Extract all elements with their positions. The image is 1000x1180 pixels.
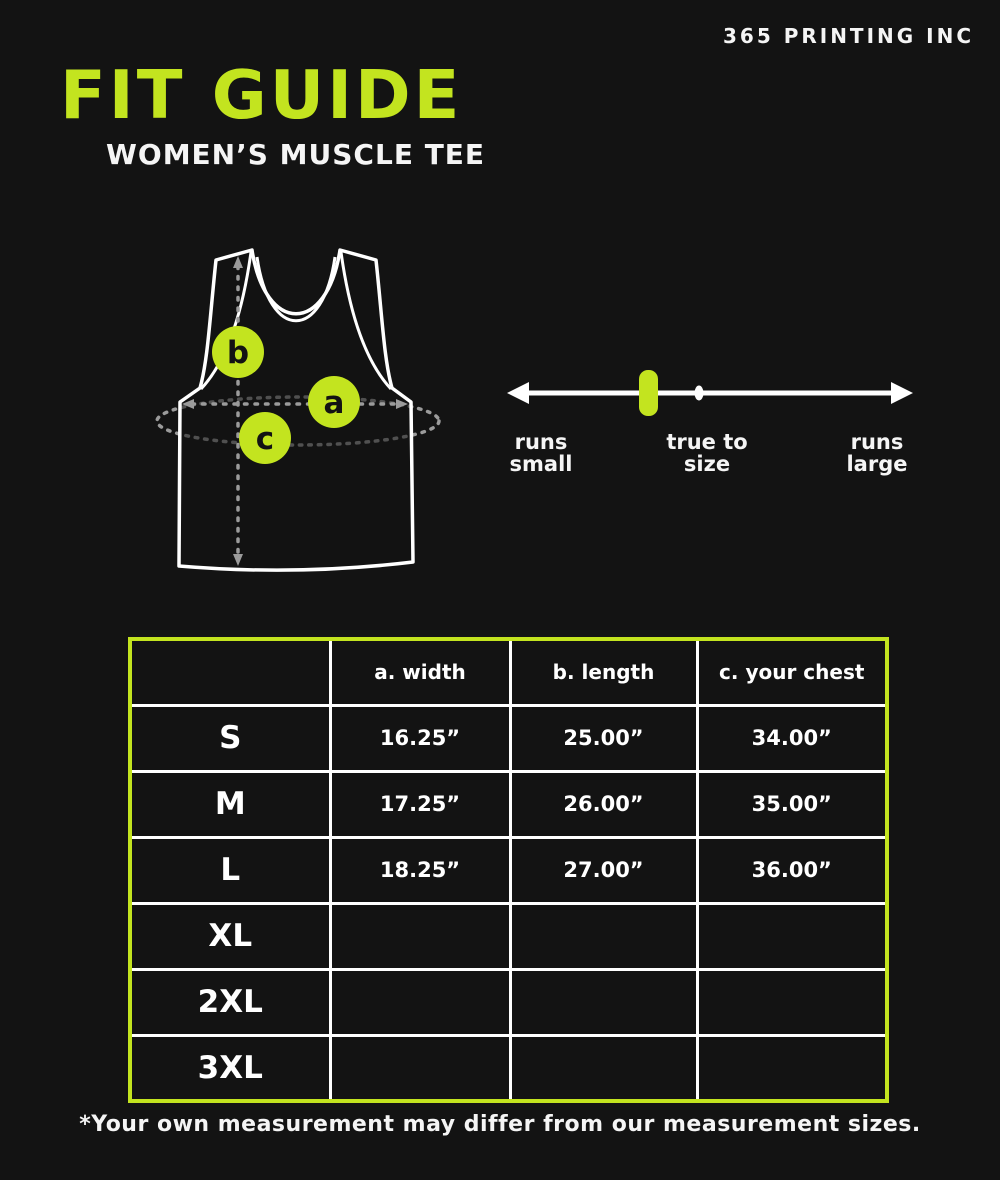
fit-scale-arrow-left xyxy=(507,382,529,404)
size-xl-length xyxy=(510,903,697,969)
page-title: FIT GUIDE xyxy=(60,56,463,134)
size-m-width: 17.25” xyxy=(330,771,510,837)
table-row xyxy=(130,1035,887,1101)
size-3xl-width xyxy=(330,1035,510,1101)
size-chart-table xyxy=(128,637,889,1103)
size-m: M xyxy=(130,771,330,837)
size-l: L xyxy=(130,837,330,903)
header-size xyxy=(130,639,330,705)
page-subtitle: WOMEN’S MUSCLE TEE xyxy=(106,138,486,171)
scale-label-runs-large: runs large xyxy=(846,430,908,477)
table-row xyxy=(130,771,887,837)
size-3xl: 3XL xyxy=(130,1035,330,1101)
header-width: a. width xyxy=(330,639,510,705)
table-row xyxy=(130,903,887,969)
size-2xl: 2XL xyxy=(130,969,330,1035)
size-xl: XL xyxy=(130,903,330,969)
tank-top-illustration-svg xyxy=(140,230,470,590)
size-2xl-length xyxy=(510,969,697,1035)
size-xl-chest xyxy=(697,903,887,969)
center-tick-dot xyxy=(695,386,704,401)
table-row xyxy=(130,837,887,903)
scale-label-runs-small: runs small xyxy=(509,430,573,477)
fit-scale-arrow-right xyxy=(891,382,913,404)
table-row xyxy=(130,969,887,1035)
fit-indicator-pill xyxy=(639,370,658,416)
tank-top-diagram xyxy=(140,230,470,590)
table-header-row xyxy=(130,639,887,705)
size-l-length: 27.00” xyxy=(510,837,697,903)
measurement-disclaimer: *Your own measurement may differ from our measurement sizes. xyxy=(79,1112,921,1137)
brand-name: 365 PRINTING INC xyxy=(722,24,974,48)
size-s-width: 16.25” xyxy=(330,705,510,771)
size-l-width: 18.25” xyxy=(330,837,510,903)
header-length: b. length xyxy=(510,639,697,705)
size-2xl-width xyxy=(330,969,510,1035)
tank-top-outline xyxy=(179,250,413,570)
size-m-chest: 35.00” xyxy=(697,771,887,837)
marker-c-label: c xyxy=(255,421,275,457)
marker-a-label: a xyxy=(323,385,345,421)
size-m-length: 26.00” xyxy=(510,771,697,837)
size-s: S xyxy=(130,705,330,771)
size-3xl-chest xyxy=(697,1035,887,1101)
size-l-chest: 36.00” xyxy=(697,837,887,903)
size-3xl-length xyxy=(510,1035,697,1101)
scale-label-true-to-size: true to size xyxy=(666,430,748,477)
marker-b-label: b xyxy=(226,335,250,371)
header-chest: c. your chest xyxy=(697,639,887,705)
size-s-chest: 34.00” xyxy=(697,705,887,771)
fit-scale xyxy=(505,365,915,475)
size-2xl-chest xyxy=(697,969,887,1035)
size-xl-width xyxy=(330,903,510,969)
size-s-length: 25.00” xyxy=(510,705,697,771)
table-row xyxy=(130,705,887,771)
